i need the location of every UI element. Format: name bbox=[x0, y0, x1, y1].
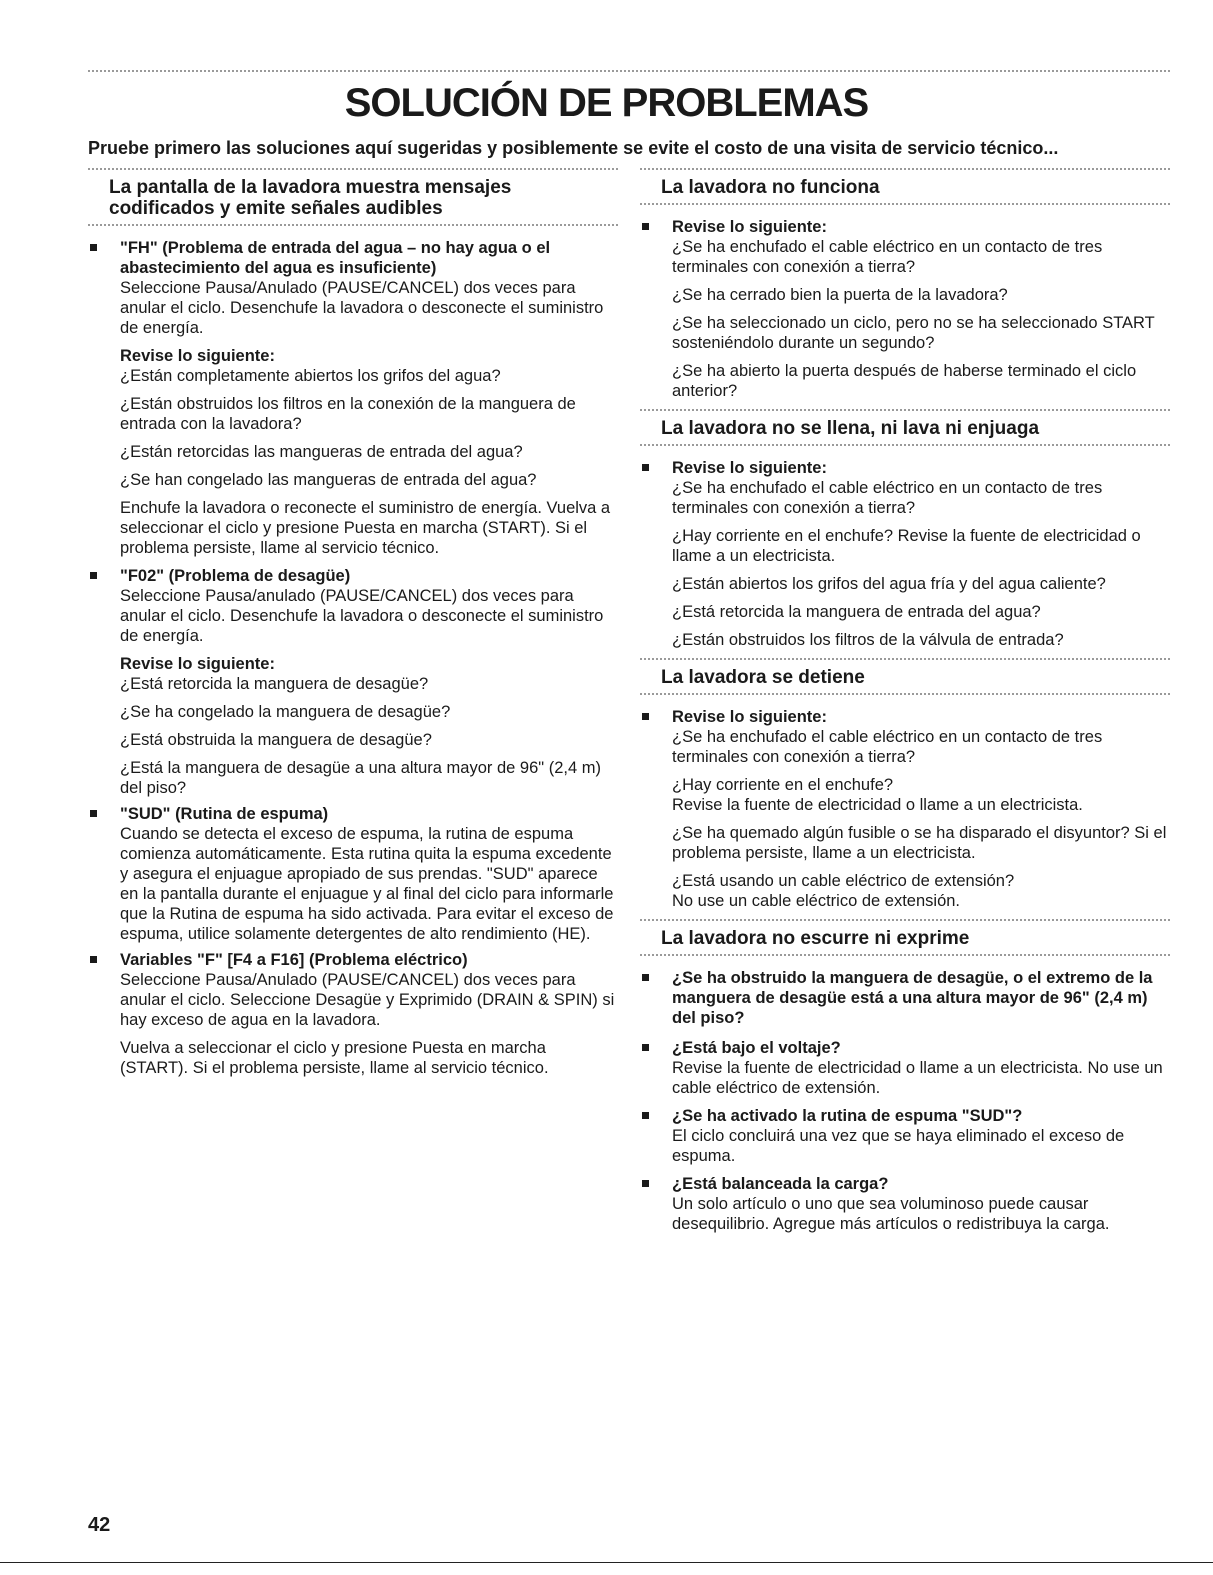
bullet-icon bbox=[90, 956, 97, 963]
item-title: ¿Está balanceada la carga? bbox=[672, 1175, 889, 1193]
bullet-icon bbox=[642, 464, 649, 471]
bullet-icon bbox=[642, 974, 649, 981]
check-line: ¿Se ha quemado algún fusible o se ha disparado el disyuntor? Si el problema persiste, llame a un electricista. bbox=[672, 824, 1167, 862]
check-line: ¿Están obstruidos los filtros en la conexión de la manguera de entrada con la lavadora? bbox=[120, 395, 576, 433]
top-divider bbox=[88, 70, 1170, 72]
item-title: ¿Se ha obstruido la manguera de desagüe, o el extremo de la manguera de desagüe está a una altura mayor de 96" (2,4 m) del piso? bbox=[672, 969, 1153, 1027]
bottom-divider bbox=[0, 1562, 1213, 1563]
check-line: ¿Están retorcidas las mangueras de entrada del agua? bbox=[120, 443, 523, 461]
check-line: Revise la fuente de electricidad o llame a un electricista. No use un cable eléctrico de extensión. bbox=[672, 1059, 1163, 1097]
list-item-fh bbox=[88, 238, 618, 558]
bullet-icon bbox=[90, 244, 97, 251]
bullet-icon bbox=[90, 572, 97, 579]
page-number: 42 bbox=[88, 1514, 111, 1536]
check-label: Revise lo siguiente: bbox=[120, 655, 275, 673]
section-list bbox=[640, 968, 1170, 1234]
section-heading-not-working: La lavadora no funciona bbox=[661, 177, 880, 198]
item-title: ¿Se ha activado la rutina de espuma "SUD"? bbox=[672, 1107, 1023, 1125]
item-title: Variables "F" [F4 a F16] (Problema eléctrico) bbox=[120, 951, 468, 969]
section-divider bbox=[88, 224, 618, 226]
section-divider bbox=[640, 203, 1170, 205]
section-divider bbox=[640, 693, 1170, 695]
list-item bbox=[640, 217, 1170, 401]
bullet-icon bbox=[642, 1112, 649, 1119]
page-title: SOLUCIÓN DE PROBLEMAS bbox=[344, 81, 869, 125]
check-line: Vuelva a seleccionar el ciclo y presione Puesta en marcha (START). Si el problema persiste, llame al servicio técnico. bbox=[120, 1039, 549, 1077]
item-title: Revise lo siguiente: bbox=[672, 459, 827, 477]
item-body: Seleccione Pausa/anulado (PAUSE/CANCEL) dos veces para anular el ciclo. Desenchufe la lavadora o desconecte el suministro de energía. bbox=[120, 587, 604, 645]
check-line: Enchufe la lavadora o reconecte el suministro de energía. Vuelva a seleccionar el ciclo y presione Puesta en marcha (START). Si el problema persiste, llame al servicio técnico. bbox=[120, 499, 611, 557]
section-list bbox=[640, 217, 1170, 401]
bullet-icon bbox=[90, 810, 97, 817]
right-column bbox=[640, 168, 1170, 1242]
item-title: ¿Está bajo el voltaje? bbox=[672, 1039, 841, 1057]
item-body: Cuando se detecta el exceso de espuma, la rutina de espuma comienza automáticamente. Esta rutina quita la espuma excedente y asegura el enjuague apropiado de sus prendas. "SUD" aparece en la pantalla durante el enjuague y al final del ciclo para informarle que la Rutina de espuma ha sido activada. Para evitar el exceso de espuma, utilice solamente detergentes de alto rendimiento (HE). bbox=[120, 825, 614, 943]
item-title: "FH" (Problema de entrada del agua – no hay agua o el abastecimiento del agua es insuficiente) bbox=[120, 239, 551, 277]
item-body: Seleccione Pausa/Anulado (PAUSE/CANCEL) dos veces para anular el ciclo. Desenchufe la lavadora o desconecte el suministro de energía. bbox=[120, 279, 604, 337]
error-code-list bbox=[88, 238, 618, 1078]
section-heading-no-fill: La lavadora no se llena, ni lava ni enjuaga bbox=[661, 418, 1040, 439]
section-divider bbox=[640, 444, 1170, 446]
check-line: ¿Se ha enchufado el cable eléctrico en un contacto de tres terminales con conexión a tierra? bbox=[672, 479, 1103, 517]
section-heading-stops: La lavadora se detiene bbox=[661, 667, 865, 688]
check-line: ¿Está la manguera de desagüe a una altura mayor de 96" (2,4 m) del piso? bbox=[120, 759, 601, 797]
list-item bbox=[640, 707, 1170, 911]
item-title: "SUD" (Rutina de espuma) bbox=[120, 805, 329, 823]
section-heading-error-codes: La pantalla de la lavadora muestra mensajes codificados y emite señales audibles bbox=[109, 177, 512, 219]
page-subtitle: Pruebe primero las soluciones aquí sugeridas y posiblemente se evite el costo de una visita de servicio técnico... bbox=[88, 138, 1059, 158]
section-divider bbox=[640, 954, 1170, 956]
check-line: El ciclo concluirá una vez que se haya eliminado el exceso de espuma. bbox=[672, 1127, 1125, 1165]
check-line: ¿Está retorcida la manguera de desagüe? bbox=[120, 675, 429, 693]
item-body: Seleccione Pausa/Anulado (PAUSE/CANCEL) dos veces para anular el ciclo. Seleccione Desagüe y Exprimido (DRAIN & SPIN) si hay exceso de agua en la lavadora. bbox=[120, 971, 615, 1029]
bullet-icon bbox=[642, 1044, 649, 1051]
check-line: ¿Está obstruida la manguera de desagüe? bbox=[120, 731, 432, 749]
bullet-icon bbox=[642, 713, 649, 720]
list-item bbox=[640, 458, 1170, 650]
check-line: ¿Hay corriente en el enchufe? Revise la fuente de electricidad o llame a un electricista. bbox=[672, 527, 1141, 565]
item-title: "F02" (Problema de desagüe) bbox=[120, 567, 351, 585]
check-line: ¿Se ha enchufado el cable eléctrico en un contacto de tres terminales con conexión a tierra? bbox=[672, 238, 1103, 276]
bullet-icon bbox=[642, 1180, 649, 1187]
list-item bbox=[640, 968, 1170, 1028]
check-line: ¿Está usando un cable eléctrico de extensión? No use un cable eléctrico de extensión. bbox=[672, 872, 1015, 910]
check-line: ¿Están abiertos los grifos del agua fría y del agua caliente? bbox=[672, 575, 1106, 593]
list-item-sud bbox=[88, 804, 618, 944]
check-line: ¿Se ha enchufado el cable eléctrico en un contacto de tres terminales con conexión a tierra? bbox=[672, 728, 1103, 766]
check-line: ¿Se ha congelado la manguera de desagüe? bbox=[120, 703, 451, 721]
check-line: Un solo artículo o uno que sea voluminoso puede causar desequilibrio. Agregue más artículos o redistribuya la carga. bbox=[672, 1195, 1110, 1233]
item-title: Revise lo siguiente: bbox=[672, 708, 827, 726]
left-column bbox=[88, 168, 618, 1086]
section-list bbox=[640, 458, 1170, 650]
item-title: Revise lo siguiente: bbox=[672, 218, 827, 236]
check-line: ¿Se han congelado las mangueras de entrada del agua? bbox=[120, 471, 537, 489]
bullet-icon bbox=[642, 223, 649, 230]
section-heading-no-drain: La lavadora no escurre ni exprime bbox=[661, 928, 970, 949]
list-item-f02 bbox=[88, 566, 618, 798]
check-line: ¿Hay corriente en el enchufe? Revise la fuente de electricidad o llame a un electricista. bbox=[672, 776, 1083, 814]
check-line: ¿Están completamente abiertos los grifos del agua? bbox=[120, 367, 501, 385]
check-line: ¿Se ha cerrado bien la puerta de la lavadora? bbox=[672, 286, 1008, 304]
check-label: Revise lo siguiente: bbox=[120, 347, 275, 365]
check-line: ¿Se ha abierto la puerta después de haberse terminado el ciclo anterior? bbox=[672, 362, 1137, 400]
list-item bbox=[640, 1106, 1170, 1166]
check-line: ¿Se ha seleccionado un ciclo, pero no se ha seleccionado START sosteniéndolo durante un segundo? bbox=[672, 314, 1155, 352]
section-list bbox=[640, 707, 1170, 911]
list-item bbox=[640, 1174, 1170, 1234]
check-line: ¿Están obstruidos los filtros de la válvula de entrada? bbox=[672, 631, 1064, 649]
list-item-f-variables bbox=[88, 950, 618, 1078]
list-item bbox=[640, 1038, 1170, 1098]
check-line: ¿Está retorcida la manguera de entrada del agua? bbox=[672, 603, 1041, 621]
